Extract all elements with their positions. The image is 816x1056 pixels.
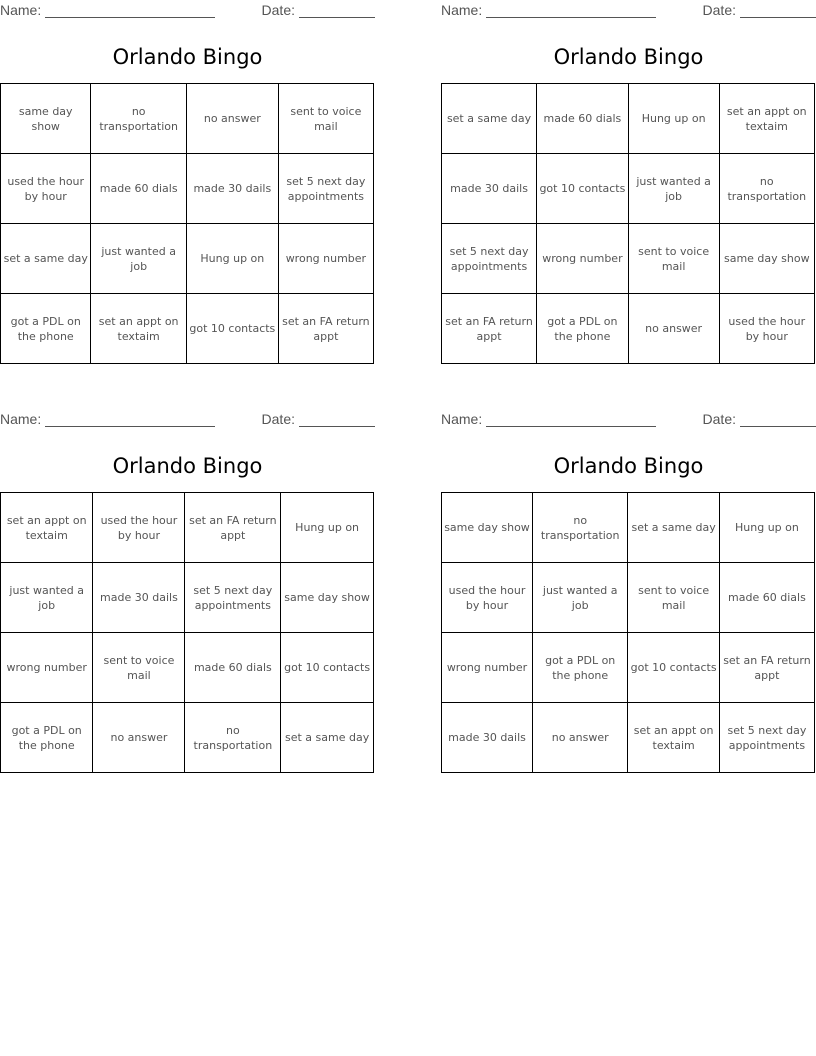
bingo-cell[interactable]: no transportation [91,84,186,154]
name-field[interactable] [441,411,656,427]
bingo-cell[interactable]: no transportation [533,493,628,563]
bingo-row [442,294,815,364]
name-field[interactable] [441,2,656,18]
bingo-cell[interactable]: made 30 dails [93,563,185,633]
bingo-cell[interactable]: got a PDL on the phone [537,294,629,364]
bingo-cell[interactable]: set an appt on textaim [1,493,93,563]
bingo-cell[interactable]: wrong number [278,224,373,294]
bingo-cell[interactable]: made 30 dails [442,703,533,773]
bingo-cell[interactable]: set a same day [628,493,720,563]
bingo-cell[interactable]: same day show [719,224,814,294]
bingo-cell[interactable]: set 5 next day appointments [278,154,373,224]
bingo-cell[interactable]: sent to voice mail [93,633,185,703]
bingo-grid [0,492,374,773]
name-label: Name: [0,411,42,427]
bingo-card [0,0,375,343]
bingo-cell[interactable]: sent to voice mail [628,563,720,633]
bingo-cell[interactable]: got a PDL on the phone [1,703,93,773]
bingo-cell[interactable]: set an appt on textaim [628,703,720,773]
bingo-cell[interactable]: Hung up on [628,84,719,154]
bingo-cell[interactable]: set 5 next day appointments [719,703,814,773]
date-field[interactable] [262,411,375,427]
bingo-cell[interactable]: wrong number [537,224,629,294]
bingo-cell[interactable]: got a PDL on the phone [533,633,628,703]
name-label: Name: [441,411,483,427]
card-title: Orlando Bingo [553,454,704,478]
bingo-grid [441,83,815,364]
date-field[interactable] [262,2,375,18]
bingo-cell[interactable]: made 60 dials [719,563,814,633]
bingo-cell[interactable]: set an FA return appt [278,294,373,364]
bingo-cell[interactable]: made 30 dails [442,154,537,224]
bingo-row [1,84,374,154]
card-header [0,409,375,431]
bingo-cell[interactable]: just wanted a job [628,154,719,224]
name-label: Name: [441,2,483,18]
name-blank-line[interactable] [486,412,656,427]
bingo-row [442,703,815,773]
bingo-card [441,0,816,343]
bingo-cell[interactable]: no answer [533,703,628,773]
date-blank-line[interactable] [740,412,816,427]
bingo-cell[interactable]: Hung up on [186,224,278,294]
date-blank-line[interactable] [740,3,816,18]
bingo-cell[interactable]: just wanted a job [1,563,93,633]
card-title: Orlando Bingo [112,454,263,478]
card-title: Orlando Bingo [553,45,704,69]
bingo-cell[interactable]: made 60 dials [91,154,186,224]
bingo-cell[interactable]: got 10 contacts [628,633,720,703]
bingo-grid [441,492,815,773]
card-header [441,0,816,22]
bingo-row [1,224,374,294]
bingo-cell[interactable]: used the hour by hour [442,563,533,633]
date-label: Date: [702,2,736,18]
bingo-cell[interactable]: set an FA return appt [442,294,537,364]
bingo-cell[interactable]: made 30 dails [186,154,278,224]
bingo-cell[interactable]: Hung up on [281,493,374,563]
bingo-cell[interactable]: no answer [93,703,185,773]
bingo-cell[interactable]: set a same day [281,703,374,773]
bingo-cell[interactable]: set an appt on textaim [91,294,186,364]
bingo-row [1,154,374,224]
card-header [441,409,816,431]
bingo-cell[interactable]: same day show [281,563,374,633]
bingo-cell[interactable]: no answer [186,84,278,154]
bingo-cell[interactable]: set a same day [442,84,537,154]
bingo-cell[interactable]: wrong number [442,633,533,703]
bingo-cell[interactable]: same day show [1,84,91,154]
bingo-card [0,409,375,752]
bingo-cell[interactable]: no answer [628,294,719,364]
bingo-row [442,633,815,703]
date-label: Date: [702,411,736,427]
bingo-cell[interactable]: used the hour by hour [719,294,814,364]
bingo-row [442,84,815,154]
name-label: Name: [0,2,42,18]
bingo-cell[interactable]: just wanted a job [533,563,628,633]
bingo-cell[interactable]: set 5 next day appointments [185,563,281,633]
date-blank-line[interactable] [299,412,375,427]
name-field[interactable] [0,2,215,18]
bingo-cell[interactable]: no transportation [185,703,281,773]
bingo-cell[interactable]: same day show [442,493,533,563]
card-header [0,0,375,22]
bingo-row [1,493,374,563]
bingo-cell[interactable]: set an FA return appt [185,493,281,563]
bingo-row [1,563,374,633]
name-blank-line[interactable] [45,3,215,18]
bingo-cell[interactable]: got 10 contacts [186,294,278,364]
bingo-row [1,294,374,364]
bingo-cell[interactable]: made 60 dials [185,633,281,703]
name-blank-line[interactable] [45,412,215,427]
bingo-cell[interactable]: set 5 next day appointments [442,224,537,294]
bingo-card [441,409,816,752]
name-blank-line[interactable] [486,3,656,18]
bingo-cell[interactable]: got 10 contacts [281,633,374,703]
bingo-row [442,224,815,294]
bingo-row [442,154,815,224]
bingo-row [1,703,374,773]
bingo-row [442,563,815,633]
bingo-cell[interactable]: got a PDL on the phone [1,294,91,364]
date-label: Date: [261,2,295,18]
bingo-row [1,633,374,703]
bingo-cell[interactable]: Hung up on [719,493,814,563]
bingo-cell[interactable]: sent to voice mail [628,224,719,294]
date-blank-line[interactable] [299,3,375,18]
bingo-cell[interactable]: set a same day [1,224,91,294]
bingo-cell[interactable]: used the hour by hour [1,154,91,224]
name-field[interactable] [0,411,215,427]
bingo-row [442,493,815,563]
bingo-cell[interactable]: set an appt on textaim [719,84,814,154]
date-field[interactable] [703,411,816,427]
bingo-cell[interactable]: wrong number [1,633,93,703]
bingo-cell[interactable]: sent to voice mail [278,84,373,154]
bingo-cell[interactable]: used the hour by hour [93,493,185,563]
bingo-cell[interactable]: got 10 contacts [537,154,629,224]
bingo-cell[interactable]: no transportation [719,154,814,224]
bingo-cell[interactable]: made 60 dials [537,84,629,154]
bingo-grid [0,83,374,364]
bingo-cell[interactable]: set an FA return appt [719,633,814,703]
bingo-cell[interactable]: just wanted a job [91,224,186,294]
card-title: Orlando Bingo [112,45,263,69]
date-label: Date: [261,411,295,427]
date-field[interactable] [703,2,816,18]
